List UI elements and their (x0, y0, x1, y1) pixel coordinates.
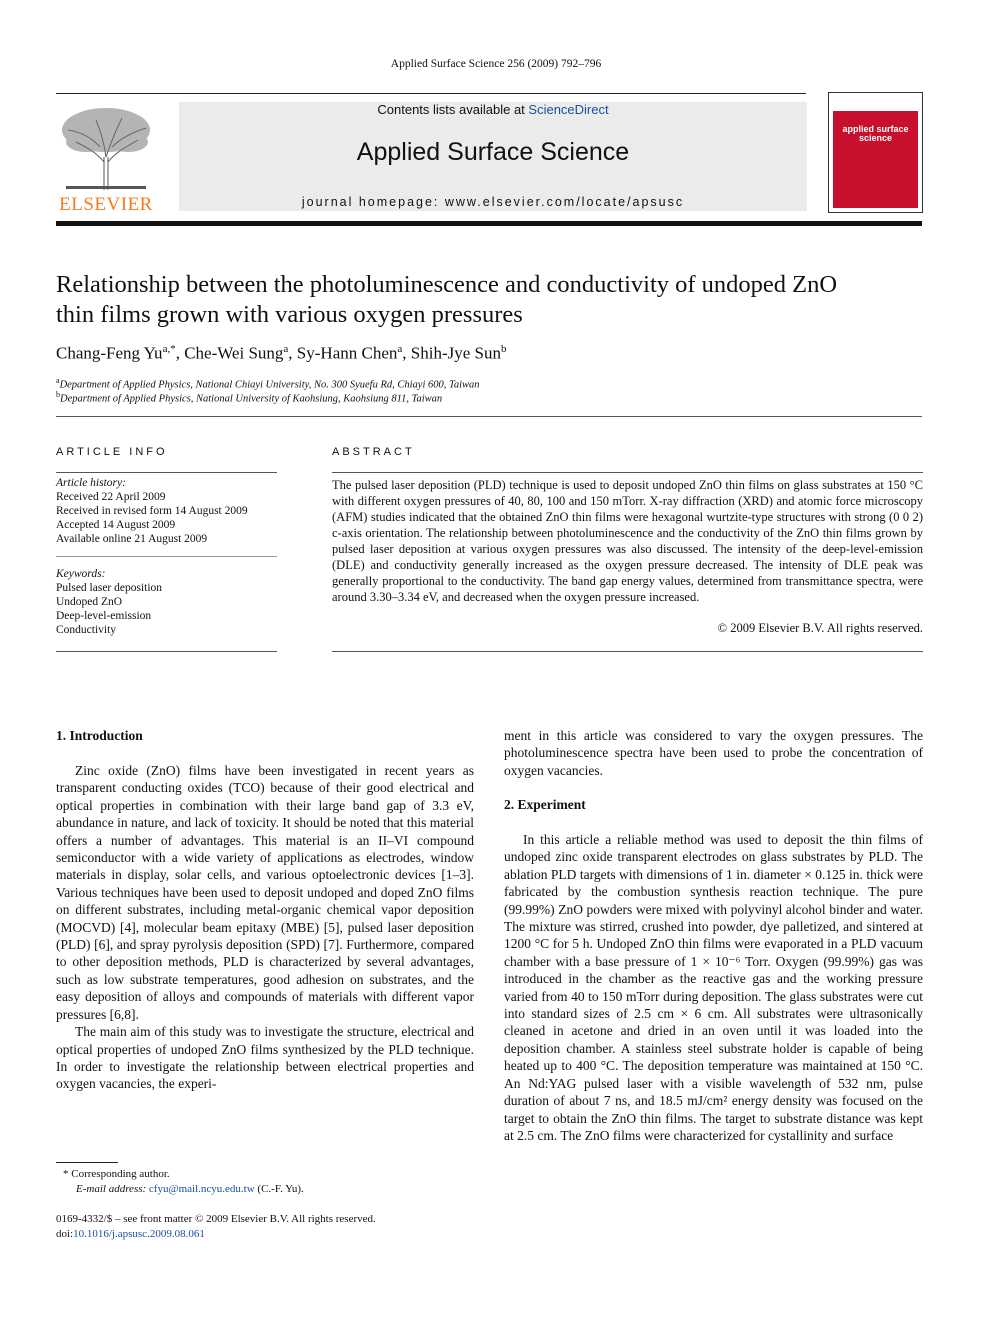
right-column-experiment (504, 831, 923, 1144)
keywords (56, 567, 277, 637)
affiliation-sup: b (56, 390, 60, 399)
contents-line (179, 102, 807, 117)
history-item: Accepted 14 August 2009 (56, 519, 176, 531)
keyword-item: Undoped ZnO (56, 596, 123, 608)
keyword-item: Deep-level-emission (56, 610, 152, 622)
affiliation-text: Department of Applied Physics, National University of Kaohsiung, Kaohsiung 811, Taiwan (60, 393, 443, 405)
author-name[interactable]: Sy-Hann Chen (296, 343, 398, 363)
title-line-1: Relationship between the photoluminescence and conductivity of undoped ZnO (56, 271, 838, 298)
abstract-heading: ABSTRACT (332, 446, 415, 458)
journal-cover-thumbnail (828, 92, 923, 213)
author-name[interactable]: Che-Wei Sung (184, 343, 284, 363)
intro-paragraph-1: Zinc oxide (ZnO) films have been investigated in recent years as transparent conducting oxides (TCO) because of their good electrical and optical properties in combination with their large band gap of 3.3 eV, abundance in nature, and lack of toxicity. It should be noted that this material offers a number of advantages. This material is an II–VI compound semiconductor with a wide variety of applications as electrodes, window materials in display, solar cells, and various optoelectronic devices [1–3]. Various techniques have been used to deposit undoped and doped ZnO films on different substrates, including metal-organic chemical vapor deposition (MOCVD) [4], molecular beam epitaxy (MBE) [5], pulsed laser deposition (PLD) [6], and spray pyrolysis deposition (SPD) [7]. Furthermore, compared to other deposition methods, PLD is characterized by several advantages, such as low substrate temperatures, good adhesion on substrates, and the easy deposition of alloys and compounds of materials with different vapor pressures [6,8]. (56, 763, 474, 1022)
intro-heading: 1. Introduction (56, 728, 143, 743)
keywords-label: Keywords: (56, 568, 106, 580)
info-rule (56, 651, 277, 652)
intro-paragraph-2: The main aim of this study was to investigate the structure, electrical and optical properties of undoped ZnO films synthesized by the PLD technique. In order to investigate the relationship between electrical properties and oxygen vacancies, the experi- (56, 1024, 474, 1092)
abstract-rule (332, 651, 923, 652)
sciencedirect-link[interactable]: ScienceDirect (528, 102, 609, 117)
email-label: E-mail address: (76, 1183, 149, 1195)
issn-line: 0169-4332/$ – see front matter © 2009 Elsevier B.V. All rights reserved. (56, 1213, 376, 1225)
publisher-logo-text: ELSEVIER (59, 194, 153, 215)
history-label: Article history: (56, 477, 126, 489)
affiliation-sup: a (56, 376, 60, 385)
doi-link[interactable]: 10.1016/j.apsusc.2009.08.061 (73, 1228, 205, 1240)
footnote-rule (56, 1162, 118, 1163)
article-title (56, 270, 922, 330)
history-item: Received 22 April 2009 (56, 491, 166, 503)
author-sup: b (500, 343, 507, 355)
abstract-rule (332, 472, 923, 473)
abstract-copyright: © 2009 Elsevier B.V. All rights reserved. (717, 621, 923, 635)
keyword-item: Pulsed laser deposition (56, 582, 163, 594)
history-item: Received in revised form 14 August 2009 (56, 505, 248, 517)
section-rule (56, 416, 922, 417)
affiliation-text: Department of Applied Physics, National Chiayi University, No. 300 Syuefu Rd, Chiayi 600, Taiwan (59, 379, 480, 391)
author-list: Chang-Feng $Yu^{a,*}$, Che-Wei Sung$^a$, Sy-Hann Chen$^a$, Shih-Jye Sun$^b$ (56, 343, 507, 363)
history-item: Available online 21 August 2009 (56, 533, 208, 545)
journal-citation: Applied Surface Science 256 (2009) 792–796 (390, 58, 602, 70)
journal-name: Applied Surface Science (356, 138, 630, 166)
affiliation (56, 376, 922, 391)
journal-homepage[interactable]: journal homepage: www.elsevier.com/locate/apsusc (301, 195, 685, 209)
author-name[interactable]: Chang-Feng Yu (56, 343, 163, 363)
affiliation (56, 390, 922, 405)
right-column (504, 727, 923, 779)
header-rule (56, 93, 806, 94)
email-line (76, 1182, 304, 1197)
article-info-heading: ARTICLE INFO (56, 446, 168, 458)
author-sup: a (283, 343, 289, 355)
abstract-text: The pulsed laser deposition (PLD) technique is used to deposit undoped ZnO thin films on glass substrates at 150 °C with different oxygen pressures of 40, 80, 100 and 150 mTorr. X-ray diffraction (XRD) and atomic force microscopy (AFM) studies indicated that the obtained ZnO thin films were hexagonal wurtzite-type structures with strong (0 0 2) c-axis orientation. The relationship between photoluminescence and the conductivity of the ZnO thin films grown by pulsed laser deposition at various oxygen pressures was also discussed. The intensity of the deep-level-emission (DLE) and conductivity generally increased as the oxygen pressure decreased. The intensity of DLE peak was generally proportional to the conductivity. The band gap energy values, determined from transmittance spectra, were around 3.30–3.34 eV, and decreased when the oxygen pressure increased. (332, 478, 923, 604)
info-rule (56, 472, 277, 473)
email-suffix: (C.-F. Yu). (254, 1183, 304, 1195)
author-sup: a (397, 343, 403, 355)
experiment-paragraph-1: In this article a reliable method was used to deposit the thin films of undoped zinc oxide transparent electrodes on glass substrates by PLD. The ablation PLD targets with dimensions of 1 in. diameter × 0.125 in. thick were fabricated by the combustion synthesis reaction technique. The pure (99.99%) ZnO powders were mixed with polyvinyl alcohol binder and water. The mixture was stirred, crushed into powder, dye palletized, and sintered at 1200 °C for 5 h. Undoped ZnO thin films were evaporated in a PLD vacuum chamber with a base pressure of 1 × 10⁻⁶ Torr. Oxygen (99.99%) gas was introduced in the chamber as the reactive gas and the working pressure varied from 40 to 150 mTorr during deposition. The glass substrates were cut into standard sizes of 2.5 cm × 6 cm. All substrates were ultrasonically cleaned in acetone and dried in an oven until it was loaded into the deposition chamber. A stainless steel substrate holder is capable of being heated up to 400 °C. The deposition temperature was maintained at 150 °C. An Nd:YAG pulsed laser with a visible wavelength of 532 nm, pulse duration of about 7 ns, and 18.5 mJ/cm² energy density was focused on the target to obtain the ZnO thin films. The target to substrate distance was kept at 2.5 cm. The ZnO films were characterized for cystallinity and surface (504, 832, 923, 1143)
author-name[interactable]: Shih-Jye Sun (410, 343, 501, 363)
email-link[interactable]: cfyu@mail.ncyu.edu.tw (148, 1183, 255, 1195)
doi-label: doi: (56, 1228, 74, 1240)
title-line-2: thin films grown with various oxygen pressures (56, 301, 523, 328)
corresponding-author-note: * Corresponding author. (63, 1168, 170, 1180)
contents-prefix: Contents lists available at (377, 102, 529, 117)
doi-line (56, 1227, 205, 1242)
info-rule (56, 556, 277, 557)
intro-continuation: ment in this article was considered to vary the oxygen pressures. The photoluminescence spectra have been used to probe the concentration of oxygen vacancies. (504, 728, 923, 778)
article-history (56, 476, 277, 546)
left-column (56, 762, 474, 1093)
keyword-item: Conductivity (56, 624, 117, 636)
author-sup: a,* (162, 343, 176, 355)
experiment-heading: 2. Experiment (504, 797, 586, 812)
header-thick-rule (56, 221, 922, 226)
cover-title: applied surface science (842, 124, 909, 143)
